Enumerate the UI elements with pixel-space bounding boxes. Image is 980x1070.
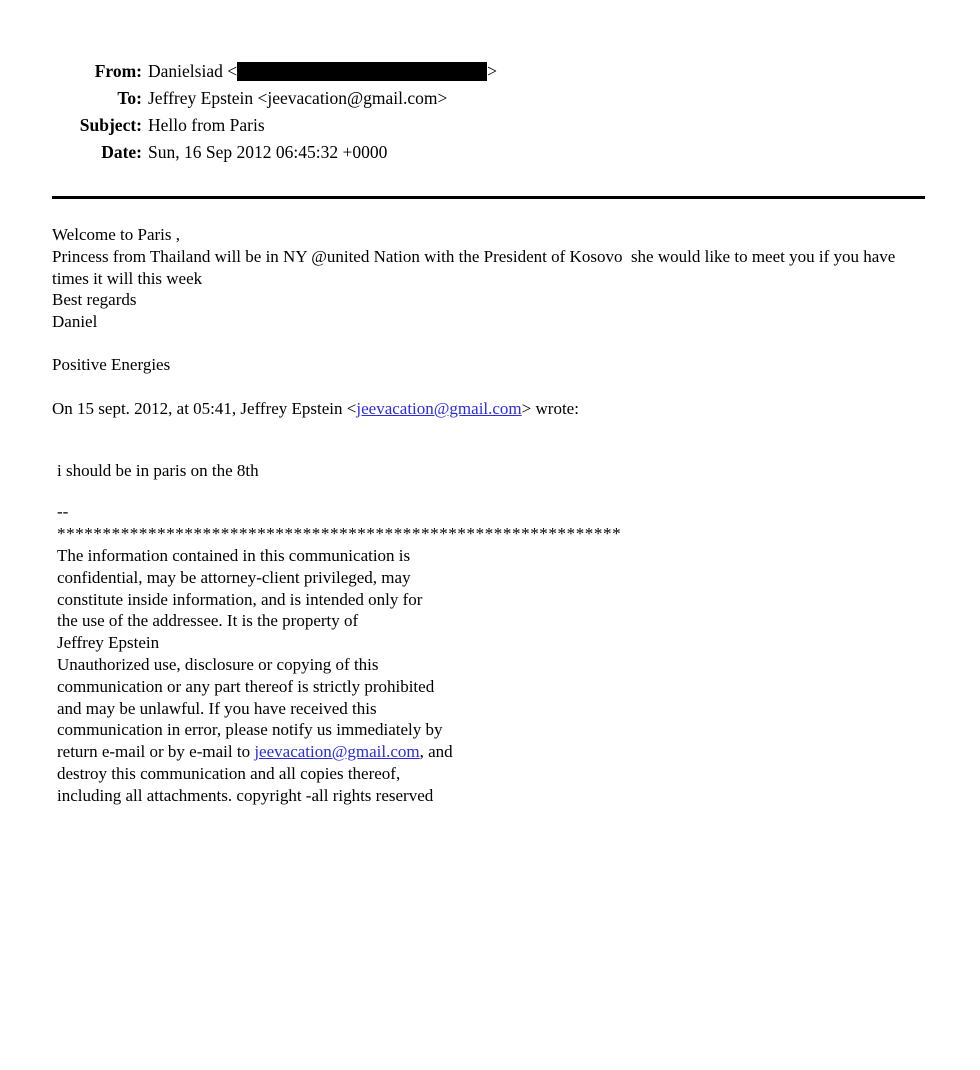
date-value: Sun, 16 Sep 2012 06:45:32 +0000 <box>148 142 388 162</box>
to-value: Jeffrey Epstein <jeevacation@gmail.com> <box>148 88 448 108</box>
disclaimer-link-post: , and <box>419 742 453 762</box>
disclaimer-line: confidential, may be attorney-client privileged, may <box>57 567 411 587</box>
disclaimer-line: communication or any part thereof is strictly prohibited <box>57 676 435 696</box>
quoted-sender-email-link[interactable]: jeevacation@gmail.com <box>356 398 522 418</box>
header-divider-rule <box>52 196 925 199</box>
disclaimer-line: Jeffrey Epstein <box>57 633 160 653</box>
header-row-date <box>52 139 980 166</box>
disclaimer-line: destroy this communication and all copies thereof, <box>57 763 401 783</box>
header-row-to <box>52 85 980 112</box>
signoff-line: Best regards <box>52 290 137 310</box>
header-row-from <box>52 58 980 85</box>
quoted-message-text: i should be in paris on the 8th <box>57 460 259 480</box>
disclaimer-line: the use of the addressee. It is the property of <box>57 611 359 631</box>
message-line: Princess from Thailand will be in NY @united Nation with the President of Kosovo she would like to meet you if you have times it will this week <box>52 246 900 288</box>
header-row-subject <box>52 112 980 139</box>
disclaimer-line: The information contained in this communication is <box>57 545 411 565</box>
disclaimer-block <box>57 545 922 807</box>
greeting-line: Welcome to Paris , <box>52 225 180 244</box>
disclaimer-link-pre: return e-mail or by e-mail to <box>57 742 255 762</box>
signature-delimiter: -- <box>57 502 69 522</box>
disclaimer-line: and may be unlawful. If you have received this <box>57 698 377 718</box>
quote-attribution-pre: On 15 sept. 2012, at 05:41, Jeffrey Epstein < <box>52 398 357 418</box>
from-name: Danielsiad < <box>148 61 238 81</box>
email-header <box>0 0 980 166</box>
subject-label: Subject: <box>79 115 142 135</box>
quote-attribution-line <box>52 398 922 420</box>
from-close-bracket: > <box>487 61 497 81</box>
quoted-message-block <box>57 460 922 807</box>
disclaimer-asterisk-divider: ************************************************************** <box>57 524 622 544</box>
signature-line: Daniel <box>52 312 98 332</box>
subject-value: Hello from Paris <box>148 115 265 135</box>
redaction-bar <box>237 62 487 81</box>
tagline: Positive Energies <box>52 354 171 374</box>
body-paragraph <box>52 224 922 333</box>
email-body <box>52 224 922 807</box>
disclaimer-line: communication in error, please notify us immediately by <box>57 720 443 740</box>
from-label: From: <box>94 61 142 81</box>
to-label: To: <box>117 88 142 108</box>
disclaimer-line: Unauthorized use, disclosure or copying of this <box>57 654 379 674</box>
date-label: Date: <box>101 142 142 162</box>
disclaimer-email-link[interactable]: jeevacation@gmail.com <box>254 742 420 762</box>
from-value <box>142 58 497 85</box>
quote-attribution-post: > wrote: <box>521 398 579 418</box>
disclaimer-line: constitute inside information, and is intended only for <box>57 589 423 609</box>
disclaimer-line: including all attachments. copyright -all rights reserved <box>57 785 434 805</box>
disclaimer-link-line <box>57 741 922 763</box>
